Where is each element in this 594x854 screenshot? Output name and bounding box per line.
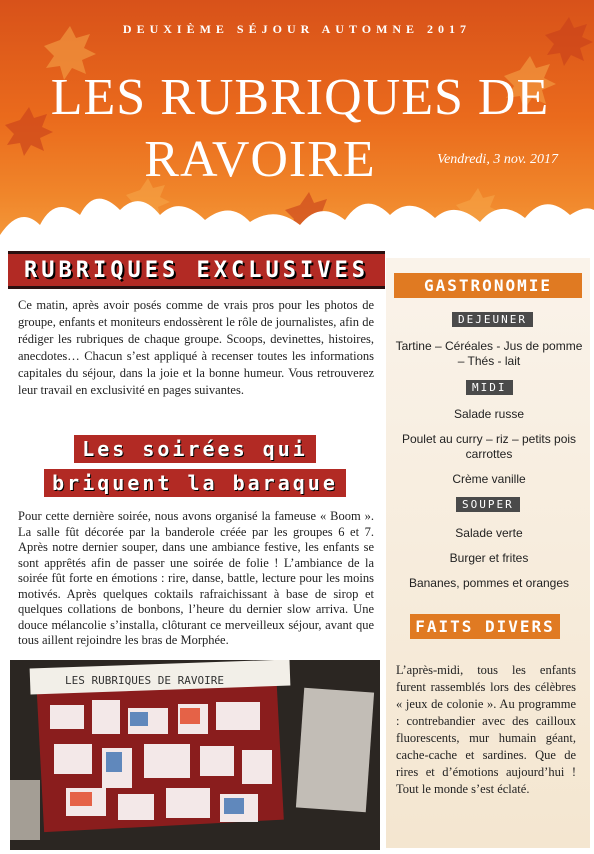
- soirees-heading-line2: briquent la baraque: [44, 469, 346, 497]
- issue-date: Vendredi, 3 nov. 2017: [437, 152, 558, 167]
- collage-photo-drawing: [10, 660, 380, 850]
- dejeuner-label: DEJEUNER: [452, 312, 533, 327]
- exclusives-banner: [8, 251, 385, 289]
- souper-item-3: Bananes, pommes et oranges: [408, 576, 570, 590]
- souper-item-2: Burger et frites: [449, 551, 529, 565]
- soirees-paragraph: Pour cette dernière soirée, nous avons organisé la fameuse « Boom ». La salle fût décorée par la banderole créée par les groupes 6 et 7. Après notre dernier souper, dans une ambiance festive, les enfants se sont apprêtés afin de passer une soirée de folie ! L’ambiance de la soirée fût forte en émotions : rire, danse, battle, lecture pour les moins motivés. Après quelques coktails rafraichissant à base de sirop et quelques collations de bonbons, l’heure du dernier slow arriva. Une douce mélancolie s’installa, clôturant ce merveilleux séjour, avant que tous aillent rejoindre les bras de Morphée.: [18, 509, 374, 647]
- midi-item-2: Poulet au curry – riz – petits pois carrottes: [401, 432, 577, 461]
- page-title-line2: RAVOIRE: [144, 131, 376, 188]
- group-photo: [10, 660, 380, 850]
- faits-divers-paragraph: L’après-midi, tous les enfants furent rassemblés lors des célèbres « jeux de colonie ». Au programme : contrebandier avec des cailloux fluorescents, mur humain géant, cache-cache et sardines. Que de rires et d’émotions aujourd’hui ! Tout le monde s’est éclaté.: [396, 663, 576, 796]
- header-banner: [0, 0, 594, 258]
- page-title-line1: LES RUBRIQUES DE: [50, 69, 550, 126]
- soirees-heading: [30, 432, 360, 500]
- exclusives-paragraph: Ce matin, après avoir posés comme de vrais pros pour les photos de groupe, enfants et moniteurs endossèrent le rôle de journalistes, afin de rédiger les rubriques de chaque groupe. Scoops, devinettes, histoires, anecdotes… Chacun s’est appliqué à recenser toutes les informations capitales du séjour, dans la joie et la bonne humeur. Vous retrouverez leur travail en exclusivité en pages suivantes.: [18, 298, 374, 397]
- midi-item-1: Salade russe: [453, 407, 525, 421]
- issue-kicker: DEUXIÈME SÉJOUR AUTOMNE 2017: [122, 22, 472, 36]
- soirees-heading-line1: Les soirées qui: [74, 435, 316, 463]
- faits-divers-heading: FAITS DIVERS: [410, 614, 560, 639]
- souper-item-1: Salade verte: [455, 526, 523, 540]
- souper-label: SOUPER: [456, 497, 520, 512]
- photo-banner-text: LES RUBRIQUES DE RAVOIRE: [65, 674, 224, 687]
- autumn-leaves-decoration: [0, 0, 594, 258]
- exclusives-banner-label: RUBRIQUES EXCLUSIVES: [24, 257, 369, 283]
- dejeuner-item: Tartine – Céréales - Jus de pomme – Thés - lait: [395, 339, 583, 368]
- midi-label: MIDI: [466, 380, 513, 395]
- gastronomie-heading: GASTRONOMIE: [394, 273, 582, 298]
- midi-item-3: Crème vanille: [452, 472, 526, 486]
